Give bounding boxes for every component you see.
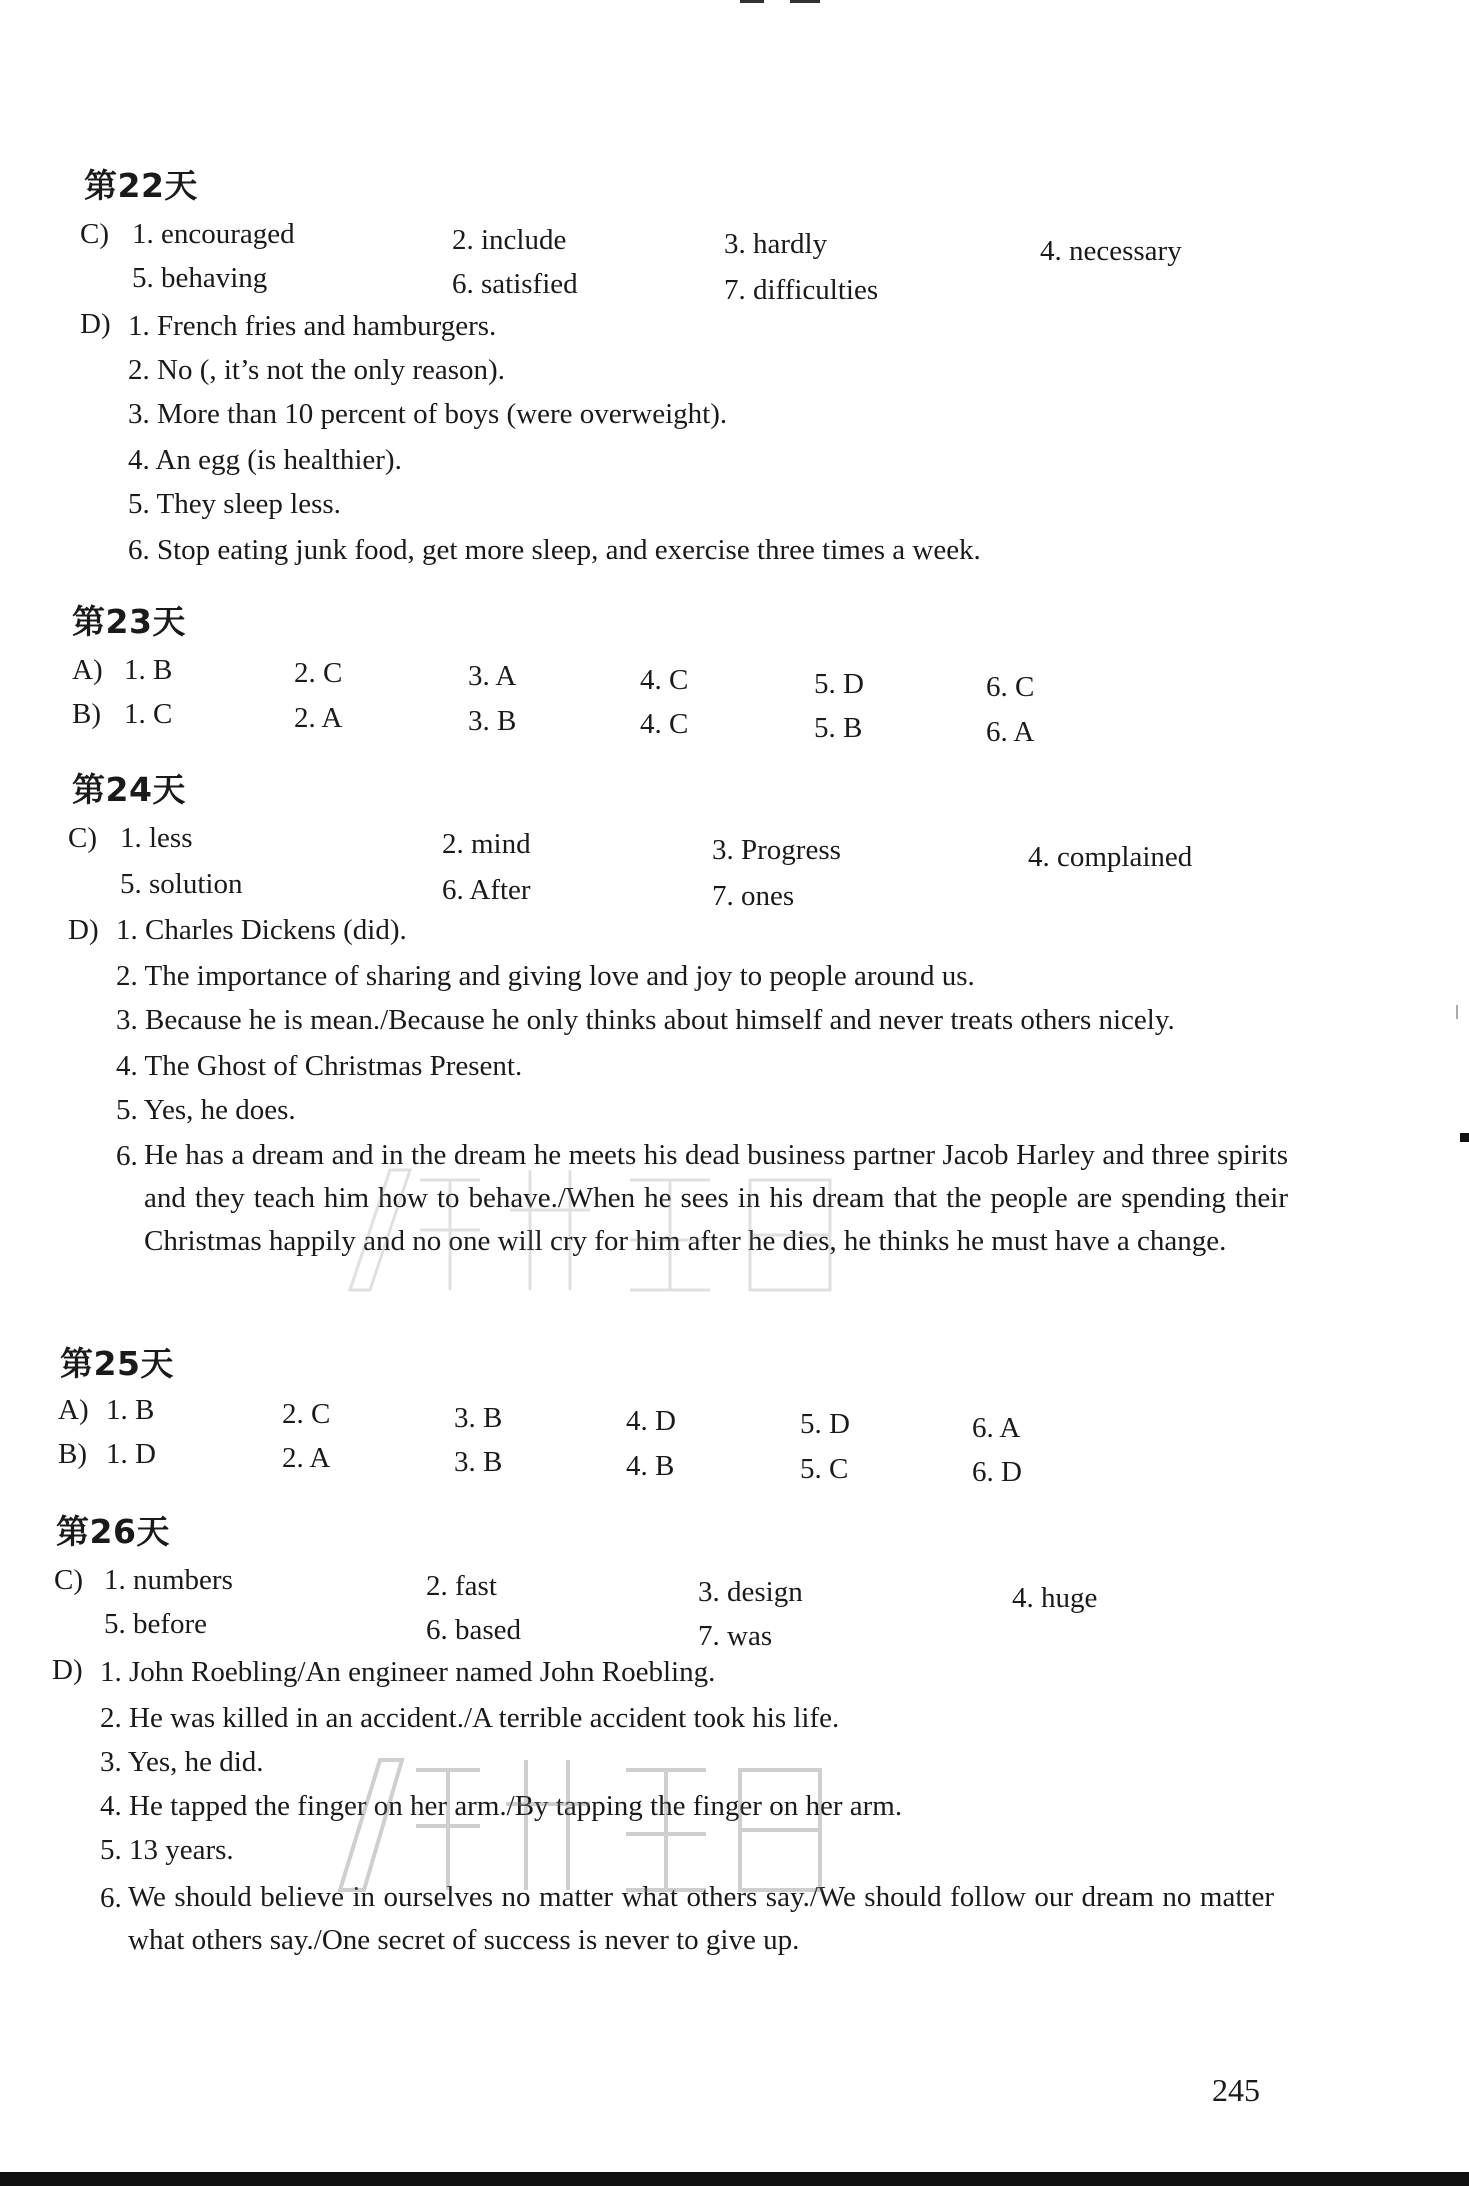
day-24-heading: 第24天 [72, 770, 186, 809]
day-26-d-item: 4. He tapped the finger on her arm./By tapping the finger on her arm. [100, 1790, 903, 1822]
day-24-d-item-6-text: He has a dream and in the dream he meets his dead business partner Jacob Harley and three spirits and they teach him how to behave./When he sees in his dream that the people are spending their Christmas happily and no one will cry for him after he dies, he thinks he must have a change. [144, 1139, 1288, 1257]
day-24-d-item: 5. Yes, he does. [116, 1094, 296, 1126]
day-24-c-item: 2. mind [442, 828, 531, 860]
day-23-b-item: 1. C [124, 698, 173, 730]
day-25-b-item: 3. B [454, 1446, 503, 1478]
day-23-section-a-label: A) [72, 654, 103, 686]
day-26-heading: 第26天 [56, 1512, 170, 1551]
day-23-a-item: 4. C [640, 664, 689, 696]
day-25-b-item: 1. D [106, 1438, 156, 1470]
day-25-b-item: 4. B [626, 1450, 675, 1482]
day-23-section-b-label: B) [72, 698, 101, 730]
day-25-a-item: 4. D [626, 1405, 676, 1437]
page-number: 245 [1212, 2072, 1260, 2108]
day-22-d-item: 5. They sleep less. [128, 488, 341, 520]
day-25-a-item: 6. A [972, 1412, 1021, 1444]
day-25-a-item: 2. C [282, 1398, 331, 1430]
day-25-b-item: 2. A [282, 1442, 331, 1474]
day-25-a-item: 5. D [800, 1408, 850, 1440]
day-23-b-item: 3. B [468, 705, 517, 737]
day-23-b-item: 6. A [986, 716, 1035, 748]
edge-mark [1456, 1005, 1458, 1019]
day-22-c-item: 7. difficulties [724, 274, 879, 306]
day-26-d-item: 2. He was killed in an accident./A terrible accident took his life. [100, 1702, 840, 1734]
day-24-c-item: 4. complained [1028, 841, 1193, 873]
day-22-c-item: 5. behaving [132, 262, 268, 294]
day-25-heading: 第25天 [60, 1344, 174, 1383]
day-22-d-item: 6. Stop eating junk food, get more sleep, and exercise three times a week. [128, 534, 981, 566]
day-26-c-item: 3. design [698, 1576, 803, 1608]
day-23-a-item: 1. B [124, 654, 173, 686]
day-22-c-item: 1. encouraged [132, 218, 295, 250]
day-22-c-item: 6. satisfied [452, 268, 578, 300]
day-24-d-item: 3. Because he is mean./Because he only thinks about himself and never treats others nicely. [116, 1004, 1175, 1036]
day-25-a-item: 3. B [454, 1402, 503, 1434]
day-22-section-d-label: D) [80, 308, 111, 340]
day-26-d-item: 1. John Roebling/An engineer named John Roebling. [100, 1656, 716, 1688]
watermark-graphic [320, 1740, 840, 1900]
day-25-section-b-label: B) [58, 1438, 87, 1470]
day-23-b-item: 2. A [294, 702, 343, 734]
day-25-section-a-label: A) [58, 1394, 89, 1426]
day-23-b-item: 5. B [814, 712, 863, 744]
day-22-heading: 第22天 [84, 166, 198, 205]
day-22-c-item: 3. hardly [724, 228, 828, 260]
day-24-c-item: 1. less [120, 822, 193, 854]
day-24-c-item: 7. ones [712, 880, 795, 912]
day-26-d-item: 5. 13 years. [100, 1834, 234, 1866]
day-24-d-item: 2. The importance of sharing and giving love and joy to people around us. [116, 960, 975, 992]
day-25-b-item: 6. D [972, 1456, 1022, 1488]
top-edge-marks [740, 0, 830, 6]
day-25-b-item: 5. C [800, 1453, 849, 1485]
day-26-c-item: 1. numbers [104, 1564, 233, 1596]
day-24-c-item: 6. After [442, 874, 531, 906]
day-24-c-item: 5. solution [120, 868, 243, 900]
day-23-heading: 第23天 [72, 602, 186, 641]
day-26-c-item: 2. fast [426, 1570, 497, 1602]
day-23-a-item: 5. D [814, 668, 864, 700]
day-22-d-item: 2. No (, it’s not the only reason). [128, 354, 505, 386]
day-25-a-item: 1. B [106, 1394, 155, 1426]
day-26-c-item: 4. huge [1012, 1582, 1098, 1614]
bottom-edge-band [0, 2172, 1469, 2186]
day-24-d-item: 1. Charles Dickens (did). [116, 914, 407, 946]
day-24-section-d-label: D) [68, 914, 99, 946]
day-26-section-c-label: C) [54, 1564, 83, 1596]
day-26-c-item: 6. based [426, 1614, 522, 1646]
day-23-a-item: 3. A [468, 660, 517, 692]
day-26-d-item-6-number: 6. [100, 1882, 122, 1914]
day-26-d-item-6-text: We should believe in ourselves no matter what others say./We should follow our dream no matter what others say./One secret of success is never to give up. [128, 1881, 1274, 1956]
watermark-graphic [330, 1150, 870, 1310]
day-22-section-c-label: C) [80, 218, 109, 250]
day-22-d-item: 4. An egg (is healthier). [128, 444, 402, 476]
day-23-a-item: 6. C [986, 671, 1035, 703]
edge-mark [1460, 1133, 1469, 1142]
day-22-c-item: 4. necessary [1040, 235, 1182, 267]
day-24-section-c-label: C) [68, 822, 97, 854]
day-26-d-item: 3. Yes, he did. [100, 1746, 264, 1778]
day-22-d-item: 1. French fries and hamburgers. [128, 310, 497, 342]
day-24-c-item: 3. Progress [712, 834, 841, 866]
day-24-d-item: 4. The Ghost of Christmas Present. [116, 1050, 523, 1082]
day-26-c-item: 5. before [104, 1608, 208, 1640]
day-24-d-item-6-number: 6. [116, 1140, 138, 1172]
day-22-c-item: 2. include [452, 224, 567, 256]
day-23-a-item: 2. C [294, 657, 343, 689]
day-23-b-item: 4. C [640, 708, 689, 740]
day-26-c-item: 7. was [698, 1620, 773, 1652]
day-22-d-item: 3. More than 10 percent of boys (were overweight). [128, 398, 728, 430]
day-26-section-d-label: D) [52, 1654, 83, 1686]
